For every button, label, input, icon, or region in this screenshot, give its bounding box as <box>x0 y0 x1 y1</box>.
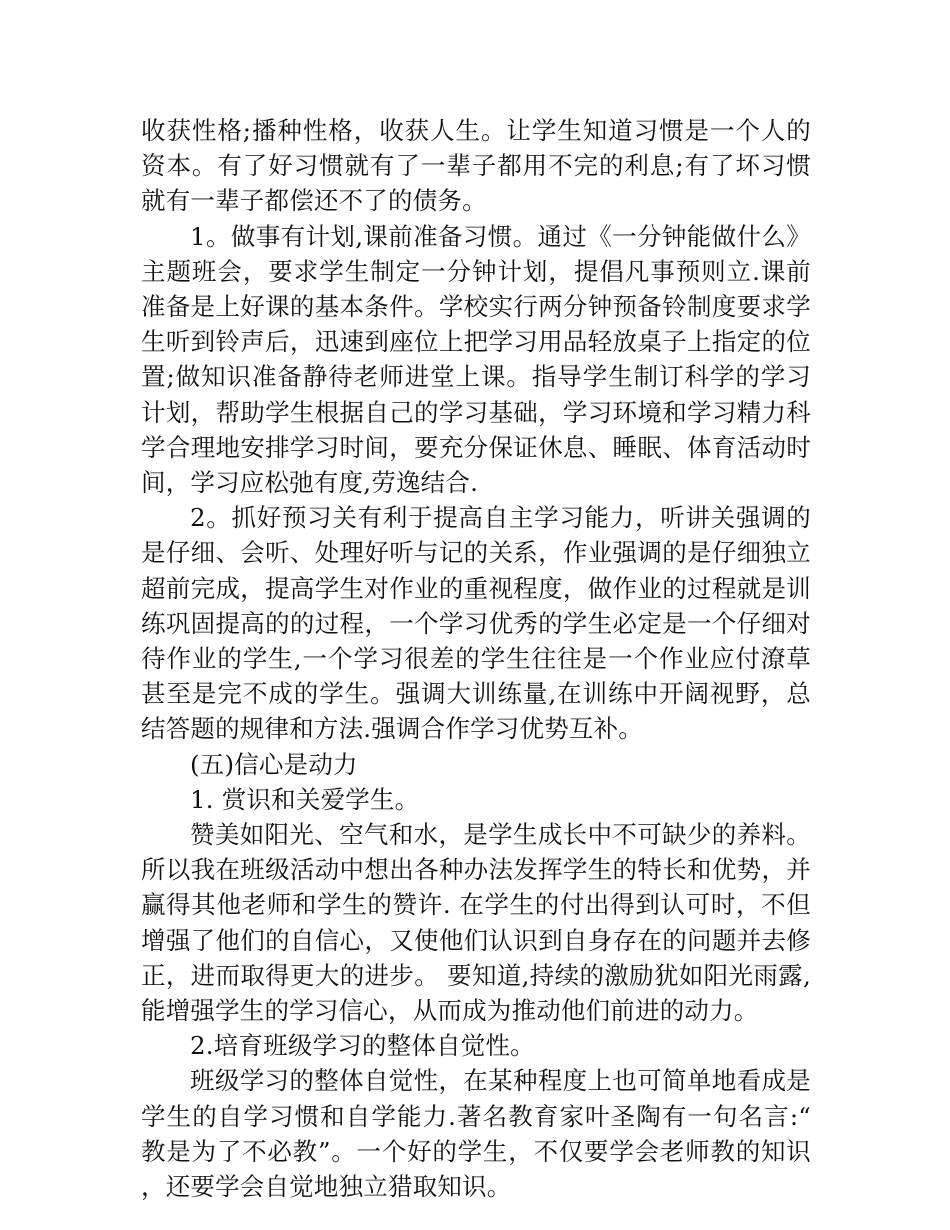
paragraph-self-learning: 班级学习的整体自觉性，在某种程度上也可简单地看成是学生的自学习惯和自学能力.著名教育家叶圣陶有一句名言:“教是为了不必教”。一个好的学生，不仅要学会老师教的知识，还要学会自觉地独立猎取知识。 <box>141 1066 811 1202</box>
subheading-appreciate-students: 1. 赏识和关爱学生。 <box>190 784 420 814</box>
subheading-class-self-awareness: 2.培育班级学习的整体自觉性。 <box>190 1031 535 1061</box>
paragraph-plan-habit: 1。做事有计划,课前准备习惯。通过《一分钟能做什么》主题班会，要求学生制定一分钟计划，提倡凡事预则立.课前准备是上好课的基本条件。学校实行两分钟预备铃制度要求学生听到铃声后，迅速到座位上把学习用品轻放桌子上指定的位置;做知识准备静待老师进堂上课。指导学生制订科学的学习计划，帮助学生根据自己的学习基础，学习环境和学习精力科学合理地安排学习时间，要充分保证休息、睡眠、体育活动时间，学习应松弛有度,劳逸结合. <box>141 221 811 498</box>
document-body <box>141 113 811 1204</box>
section-heading-confidence: (五)信心是动力 <box>190 749 358 779</box>
paragraph-praise: 赞美如阳光、空气和水，是学生成长中不可缺少的养料。所以我在班级活动中想出各种办法发挥学生的特长和优势，并赢得其他老师和学生的赞许. 在学生的付出得到认可时，不但增强了他们的自信心，又使他们认识到自身存在的问题并去修正，进而取得更大的进步。 要知道,持续的激励犹如阳光雨露,能增强学生的学习信心，从而成为推动他们前进的动力。 <box>141 820 811 1026</box>
paragraph-habit-capital: 收获性格;播种性格，收获人生。让学生知道习惯是一个人的资本。有了好习惯就有了一辈子都用不完的利息;有了坏习惯就有一辈子都偿还不了的债务。 <box>141 116 811 216</box>
paragraph-preview-homework: 2。抓好预习关有利于提高自主学习能力，听讲关强调的是仔细、会听、处理好听与记的关系，作业强调的是仔细独立超前完成，提高学生对作业的重视程度，做作业的过程就是训练巩固提高的的过程，一个学习优秀的学生必定是一个仔细对待作业的学生,一个学习很差的学生往往是一个作业应付潦草甚至是完不成的学生。强调大训练量,在训练中开阔视野，总结答题的规律和方法.强调合作学习优势互补。 <box>141 503 811 744</box>
